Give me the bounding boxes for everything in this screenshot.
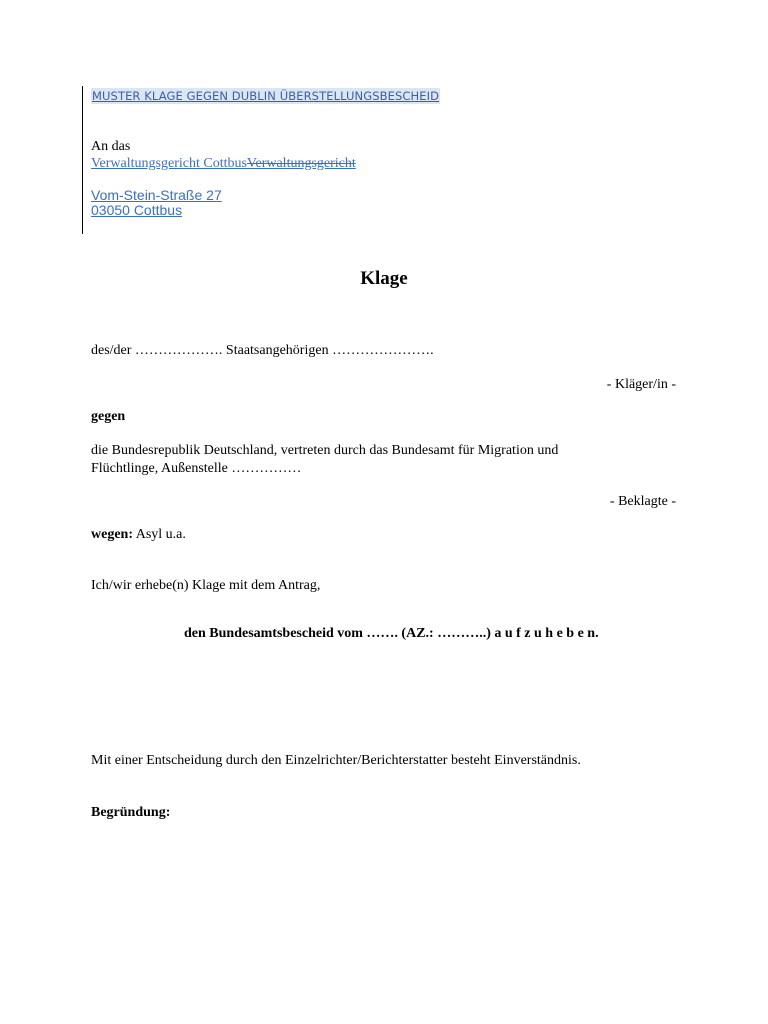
defendant-role: - Beklagte - bbox=[609, 494, 676, 509]
court-name-inserted: Verwaltungsgericht Cottbus bbox=[91, 156, 247, 171]
reasoning-heading: Begründung: bbox=[91, 805, 171, 820]
court-name-deleted: Verwaltungsgericht bbox=[246, 156, 356, 171]
consent-statement: Mit einer Entscheidung durch den Einzelrichter/Berichterstatter besteht Einverständnis. bbox=[91, 753, 581, 768]
motion-text: den Bundesamtsbescheid vom ……. (AZ.: ………..) a u f z u h e b e n. bbox=[184, 626, 599, 641]
address-salutation: An das bbox=[91, 139, 131, 154]
regarding-value: Asyl u.a. bbox=[135, 527, 186, 542]
document-title: Klage bbox=[360, 268, 408, 289]
defendant-line-1: die Bundesrepublik Deutschland, vertreten durch das Bundesamt für Migration und bbox=[91, 443, 559, 458]
court-name-line bbox=[91, 155, 356, 172]
regarding-line bbox=[91, 526, 186, 543]
motion-intro: Ich/wir erhebe(n) Klage mit dem Antrag, bbox=[91, 578, 321, 593]
tracked-change-bar bbox=[82, 86, 83, 234]
plaintiff-role: - Kläger/in - bbox=[606, 377, 676, 392]
plaintiff-line: des/der ………………. Staatsangehörigen …………………. bbox=[91, 343, 434, 358]
defendant-line-2: Flüchtlinge, Außenstelle …………… bbox=[91, 461, 302, 476]
court-street: Vom-Stein-Straße 27 bbox=[91, 187, 222, 203]
against-label: gegen bbox=[91, 409, 126, 424]
document-header-title: MUSTER KLAGE GEGEN DUBLIN ÜBERSTELLUNGSBESCHEID bbox=[92, 89, 440, 103]
court-city: 03050 Cottbus bbox=[91, 202, 183, 218]
regarding-label: wegen: bbox=[91, 527, 133, 542]
